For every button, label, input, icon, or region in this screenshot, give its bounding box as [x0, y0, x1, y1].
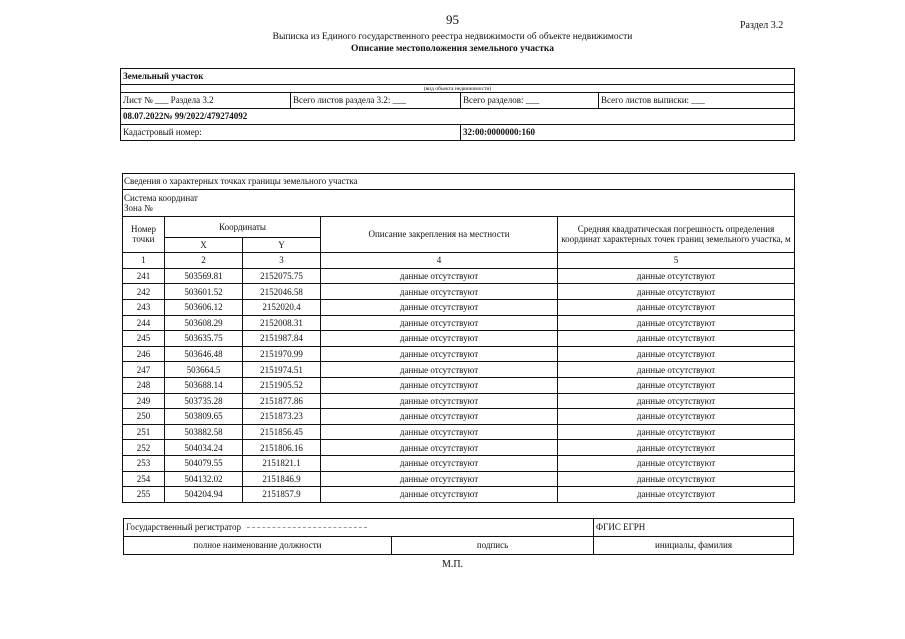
- coord-system-cell: [123, 189, 795, 216]
- coord-x: 503735.28: [165, 393, 243, 409]
- coord-x: 504034.24: [165, 440, 243, 456]
- coord-y: 2151873.23: [243, 409, 321, 425]
- point-error: данные отсутствуют: [558, 377, 795, 393]
- col-error-header: Средняя квадратическая погрешность определения координат характерных точек границ земельного участка, м: [558, 216, 795, 253]
- point-number: 248: [123, 377, 165, 393]
- coord-x: 503635.75: [165, 331, 243, 347]
- point-error: данные отсутствуют: [558, 315, 795, 331]
- table-row: [123, 284, 795, 300]
- col-coords-header: Координаты: [165, 216, 321, 237]
- table-row: [123, 487, 795, 503]
- points-table-title: Сведения о характерных точках границы земельного участка: [123, 174, 795, 190]
- point-number: 242: [123, 284, 165, 300]
- point-number: 243: [123, 299, 165, 315]
- point-description: данные отсутствуют: [321, 487, 558, 503]
- coord-x: 503688.14: [165, 377, 243, 393]
- coord-y: 2152075.75: [243, 268, 321, 284]
- coord-y: 2151905.52: [243, 377, 321, 393]
- point-description: данные отсутствуют: [321, 471, 558, 487]
- table-row: [123, 455, 795, 471]
- point-error: данные отсутствуют: [558, 424, 795, 440]
- point-number: 249: [123, 393, 165, 409]
- point-error: данные отсутствуют: [558, 393, 795, 409]
- signature-caption: подпись: [392, 537, 594, 555]
- point-description: данные отсутствуют: [321, 424, 558, 440]
- coord-y: 2151987.84: [243, 331, 321, 347]
- info-table: [120, 68, 795, 141]
- coord-x: 503608.29: [165, 315, 243, 331]
- total-sheets-extract: Всего листов выписки: ___: [599, 93, 795, 109]
- point-number: 255: [123, 487, 165, 503]
- point-number: 254: [123, 471, 165, 487]
- point-description: данные отсутствуют: [321, 346, 558, 362]
- point-error: данные отсутствуют: [558, 487, 795, 503]
- point-description: данные отсутствуют: [321, 409, 558, 425]
- point-description: данные отсутствуют: [321, 455, 558, 471]
- zone: Зона №: [124, 202, 153, 213]
- point-error: данные отсутствуют: [558, 455, 795, 471]
- col-index: 1: [123, 253, 165, 269]
- table-row: [123, 409, 795, 425]
- point-error: данные отсутствуют: [558, 471, 795, 487]
- point-number: 246: [123, 346, 165, 362]
- point-number: 252: [123, 440, 165, 456]
- org-label: ФГИС ЕГРН: [594, 519, 794, 537]
- point-description: данные отсутствуют: [321, 440, 558, 456]
- col-index: 3: [243, 253, 321, 269]
- point-error: данные отсутствуют: [558, 346, 795, 362]
- point-description: данные отсутствуют: [321, 268, 558, 284]
- coord-y: 2151970.99: [243, 346, 321, 362]
- total-sections: Всего разделов: ___: [461, 93, 599, 109]
- object-type: Земельный участок: [121, 69, 795, 85]
- coord-y: 2152008.31: [243, 315, 321, 331]
- table-row: [123, 315, 795, 331]
- point-number: 247: [123, 362, 165, 378]
- total-sheets-section: Всего листов раздела 3.2: ___: [291, 93, 461, 109]
- table-row: [123, 331, 795, 347]
- coord-y: 2151821.1: [243, 455, 321, 471]
- table-row: [123, 471, 795, 487]
- col-index: 5: [558, 253, 795, 269]
- point-error: данные отсутствуют: [558, 268, 795, 284]
- point-error: данные отсутствуют: [558, 409, 795, 425]
- point-error: данные отсутствуют: [558, 284, 795, 300]
- point-description: данные отсутствуют: [321, 331, 558, 347]
- sheet-label: Лист № ___ Раздела 3.2: [121, 93, 291, 109]
- point-description: данные отсутствуют: [321, 315, 558, 331]
- table-row: [123, 393, 795, 409]
- coord-y: 2151846.9: [243, 471, 321, 487]
- point-description: данные отсутствуют: [321, 299, 558, 315]
- header-line-1: Выписка из Единого государственного реестра недвижимости об объекте недвижимости: [272, 32, 633, 42]
- table-row: [123, 268, 795, 284]
- point-error: данные отсутствуют: [558, 440, 795, 456]
- coord-x: 503882.58: [165, 424, 243, 440]
- date-number: 08.07.2022№ 99/2022/479274092: [121, 109, 795, 125]
- coord-y: 2151974.51: [243, 362, 321, 378]
- coord-x: 504079.55: [165, 455, 243, 471]
- point-number: 253: [123, 455, 165, 471]
- table-row: [123, 377, 795, 393]
- coord-y: 2152046.58: [243, 284, 321, 300]
- section-label: Раздел 3.2: [740, 20, 784, 31]
- page-number: 95: [446, 12, 459, 27]
- coord-x: 504204.94: [165, 487, 243, 503]
- position-caption: полное наименование должности: [124, 537, 392, 555]
- col-index: 2: [165, 253, 243, 269]
- header-line-2: Описание местоположения земельного участка: [351, 44, 554, 54]
- point-description: данные отсутствуют: [321, 393, 558, 409]
- coord-system: Система координат: [124, 192, 198, 203]
- points-body: [123, 268, 795, 502]
- col-x-header: X: [165, 237, 243, 253]
- coord-y: 2151806.16: [243, 440, 321, 456]
- cadastral-label: Кадастровый номер:: [121, 125, 461, 141]
- registrar-line: [247, 527, 367, 528]
- coord-x: 503606.12: [165, 299, 243, 315]
- cadastral-value: 32:00:0000000:160: [461, 125, 795, 141]
- registrar-cell: [124, 519, 594, 537]
- coord-x: 503664.5: [165, 362, 243, 378]
- coord-x: 503646.48: [165, 346, 243, 362]
- object-type-note: (вид объекта недвижимости): [121, 85, 795, 93]
- col-index: 4: [321, 253, 558, 269]
- point-description: данные отсутствуют: [321, 377, 558, 393]
- table-row: [123, 346, 795, 362]
- coord-x: 503809.65: [165, 409, 243, 425]
- coord-y: 2151856.45: [243, 424, 321, 440]
- signature-table: [123, 518, 794, 555]
- coord-y: 2151857.9: [243, 487, 321, 503]
- stamp-label: М.П.: [441, 559, 464, 570]
- point-error: данные отсутствуют: [558, 362, 795, 378]
- table-row: [123, 362, 795, 378]
- col-index-row: [123, 253, 795, 269]
- coord-x: 503569.81: [165, 268, 243, 284]
- col-desc-header: Описание закрепления на местности: [321, 216, 558, 253]
- table-row: [123, 299, 795, 315]
- point-number: 250: [123, 409, 165, 425]
- col-number-header: Номер точки: [123, 216, 165, 253]
- coord-y: 2152020.4: [243, 299, 321, 315]
- point-number: 245: [123, 331, 165, 347]
- col-y-header: Y: [243, 237, 321, 253]
- points-table: [122, 173, 795, 503]
- point-error: данные отсутствуют: [558, 299, 795, 315]
- registrar-label: Государственный регистратор: [126, 522, 242, 532]
- point-number: 251: [123, 424, 165, 440]
- point-description: данные отсутствуют: [321, 362, 558, 378]
- coord-y: 2151877.86: [243, 393, 321, 409]
- coord-x: 504132.02: [165, 471, 243, 487]
- table-row: [123, 440, 795, 456]
- point-error: данные отсутствуют: [558, 331, 795, 347]
- point-number: 241: [123, 268, 165, 284]
- point-description: данные отсутствуют: [321, 284, 558, 300]
- coord-x: 503601.52: [165, 284, 243, 300]
- point-number: 244: [123, 315, 165, 331]
- initials-caption: инициалы, фамилия: [594, 537, 794, 555]
- table-row: [123, 424, 795, 440]
